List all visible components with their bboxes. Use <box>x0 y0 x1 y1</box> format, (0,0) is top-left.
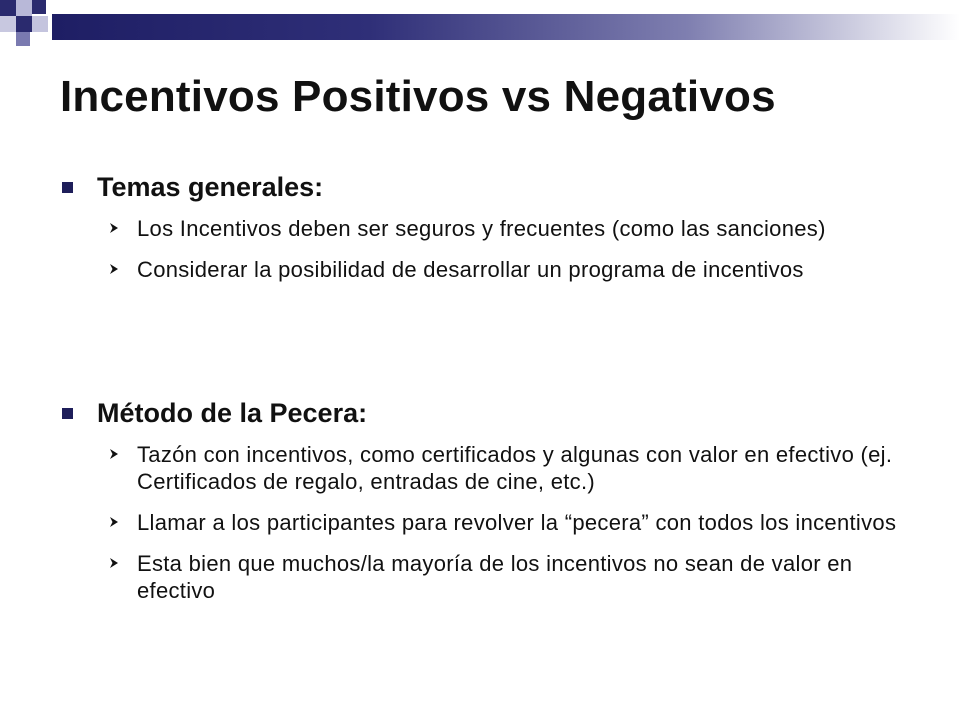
section-heading-row <box>60 172 950 203</box>
section-heading: Temas generales: <box>97 172 324 202</box>
section-temas-generales <box>60 172 950 297</box>
corner-square-decoration <box>0 16 16 32</box>
header-gradient-bar <box>52 14 960 40</box>
section-metodo-pecera <box>60 398 950 618</box>
square-bullet-icon <box>62 182 73 193</box>
list-item-text: Los Incentivos deben ser seguros y frecuentes (como las sanciones) <box>137 216 826 241</box>
list-item <box>60 550 950 604</box>
list-item <box>60 441 950 495</box>
corner-square-decoration <box>16 32 30 46</box>
bullet-list <box>60 215 950 283</box>
list-item-text: Llamar a los participantes para revolver la “pecera” con todos los incentivos <box>137 510 897 535</box>
list-item-text: Considerar la posibilidad de desarrollar un programa de incentivos <box>137 257 804 282</box>
list-item <box>60 215 950 242</box>
corner-square-decoration <box>0 0 16 16</box>
corner-square-decoration <box>0 32 14 46</box>
list-item <box>60 256 950 283</box>
list-item-text: Tazón con incentivos, como certificados y algunas con valor en efectivo (ej. Certificados de regalo, entradas de cine, etc.) <box>137 442 893 494</box>
section-heading-row <box>60 398 950 429</box>
corner-square-decoration <box>32 0 46 14</box>
corner-square-decoration <box>16 16 32 32</box>
section-heading: Método de la Pecera: <box>97 398 368 428</box>
corner-square-decoration <box>16 0 32 16</box>
corner-square-decoration <box>32 16 48 32</box>
list-item <box>60 509 950 536</box>
slide-title: Incentivos Positivos vs Negativos <box>60 72 776 121</box>
bullet-list <box>60 441 950 604</box>
list-item-text: Esta bien que muchos/la mayoría de los incentivos no sean de valor en efectivo <box>137 551 853 603</box>
square-bullet-icon <box>62 408 73 419</box>
